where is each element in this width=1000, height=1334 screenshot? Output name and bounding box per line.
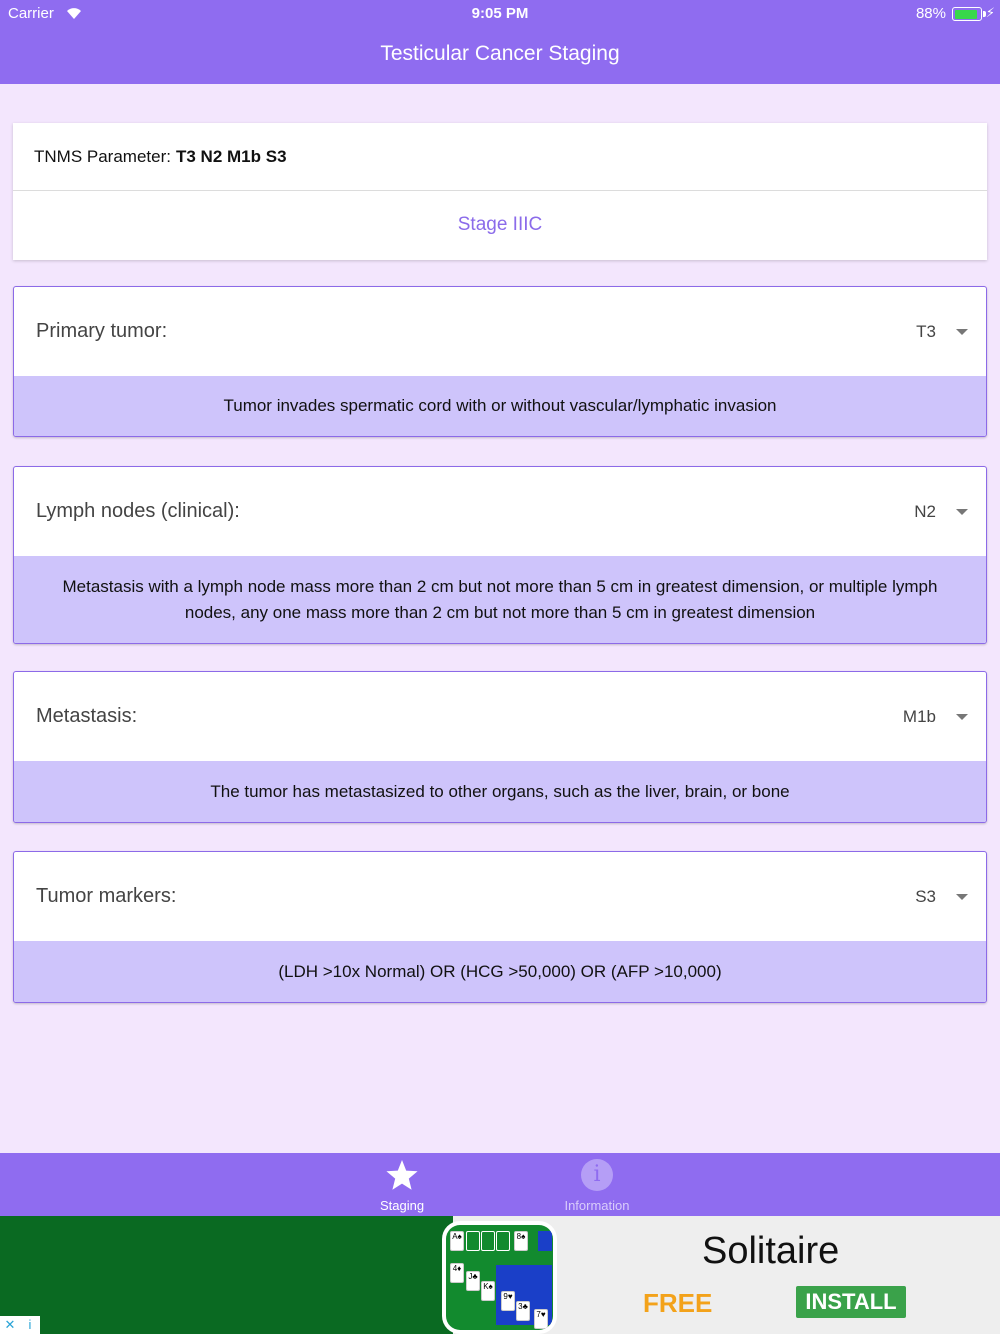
tumor-markers-header xyxy=(14,852,986,941)
ad-install-button[interactable]: INSTALL xyxy=(796,1286,906,1318)
tumor-markers-label: Tumor markers: xyxy=(36,885,177,907)
lymph-nodes-description: Metastasis with a lymph node mass more than 2 cm but not more than 5 cm in greatest dimension, or multiple lymph nodes, any one mass more than 2 cm but not more than 5 cm in greatest dimension xyxy=(14,556,986,643)
ad-info-icon[interactable]: i xyxy=(28,1317,32,1332)
solitaire-cards-icon xyxy=(446,1225,553,1330)
card-icon: K♠ xyxy=(481,1281,495,1301)
tab-information-label: Information xyxy=(564,1198,630,1213)
card-slot-icon xyxy=(466,1231,480,1251)
tumor-markers-description: (LDH >10x Normal) OR (HCG >50,000) OR (AFP >10,000) xyxy=(14,941,986,1002)
card-icon: 9♥ xyxy=(501,1291,515,1311)
tnms-parameter-label: TNMS Parameter: xyxy=(34,146,171,166)
tab-staging[interactable] xyxy=(342,1153,462,1216)
tab-information[interactable] xyxy=(537,1153,657,1216)
primary-tumor-card xyxy=(13,286,987,437)
chevron-down-icon xyxy=(956,509,968,515)
primary-tumor-label: Primary tumor: xyxy=(36,320,168,342)
close-icon[interactable]: ✕ xyxy=(4,1317,16,1332)
battery-icon xyxy=(952,7,982,21)
metastasis-label: Metastasis: xyxy=(36,705,138,727)
primary-tumor-description: Tumor invades spermatic cord with or without vascular/lymphatic invasion xyxy=(14,376,986,436)
card-icon: 8♠ xyxy=(514,1231,528,1251)
battery-fill xyxy=(955,10,977,19)
carrier-label: Carrier xyxy=(8,5,54,22)
metastasis-select[interactable] xyxy=(903,672,968,761)
card-slot-icon xyxy=(496,1231,510,1251)
primary-tumor-value: T3 xyxy=(916,321,936,341)
chevron-down-icon xyxy=(956,714,968,720)
ad-banner[interactable] xyxy=(0,1216,1000,1334)
metastasis-value: M1b xyxy=(902,706,936,726)
metastasis-card xyxy=(13,671,987,823)
card-icon: A♠ xyxy=(450,1231,464,1251)
stage-result: Stage IIIC xyxy=(457,214,543,235)
tumor-markers-card xyxy=(13,851,987,1003)
lymph-nodes-label: Lymph nodes (clinical): xyxy=(36,500,240,522)
card-back-icon xyxy=(538,1231,552,1251)
tnms-parameter-row xyxy=(13,123,987,191)
ad-choices[interactable] xyxy=(0,1316,40,1334)
tumor-markers-value: S3 xyxy=(915,886,936,906)
ad-background xyxy=(0,1216,453,1334)
app-header xyxy=(0,0,1000,84)
lymph-nodes-value: N2 xyxy=(914,501,936,521)
chevron-down-icon xyxy=(956,329,968,335)
lymph-nodes-header xyxy=(14,467,986,556)
card-icon: 4♦ xyxy=(450,1263,464,1283)
lymph-nodes-select[interactable] xyxy=(914,467,968,556)
ad-app-icon xyxy=(442,1221,557,1334)
card-icon: 7♥ xyxy=(534,1309,548,1329)
tnms-parameter-value: T3 N2 M1b S3 xyxy=(175,146,287,166)
chevron-down-icon xyxy=(956,894,968,900)
star-icon xyxy=(385,1159,419,1193)
tab-staging-label: Staging xyxy=(379,1198,425,1213)
metastasis-header xyxy=(14,672,986,761)
tab-bar xyxy=(0,1153,1000,1216)
ad-free-label: FREE xyxy=(643,1288,713,1318)
page-title: Testicular Cancer Staging xyxy=(380,42,620,65)
card-icon: J♣ xyxy=(466,1271,480,1291)
card-icon: 3♣ xyxy=(516,1301,530,1321)
charging-icon: ⚡ xyxy=(985,5,995,20)
ad-title: Solitaire xyxy=(702,1230,840,1272)
lymph-nodes-card xyxy=(13,466,987,644)
battery-percent: 88% xyxy=(915,5,946,22)
info-icon: i xyxy=(581,1159,613,1191)
primary-tumor-header xyxy=(14,287,986,376)
status-time: 9:05 PM xyxy=(471,5,529,22)
primary-tumor-select[interactable] xyxy=(916,287,968,376)
card-slot-icon xyxy=(481,1231,495,1251)
status-bar xyxy=(0,0,1000,28)
summary-card xyxy=(13,123,987,260)
metastasis-description: The tumor has metastasized to other organs, such as the liver, brain, or bone xyxy=(14,761,986,822)
tumor-markers-select[interactable] xyxy=(915,852,968,941)
